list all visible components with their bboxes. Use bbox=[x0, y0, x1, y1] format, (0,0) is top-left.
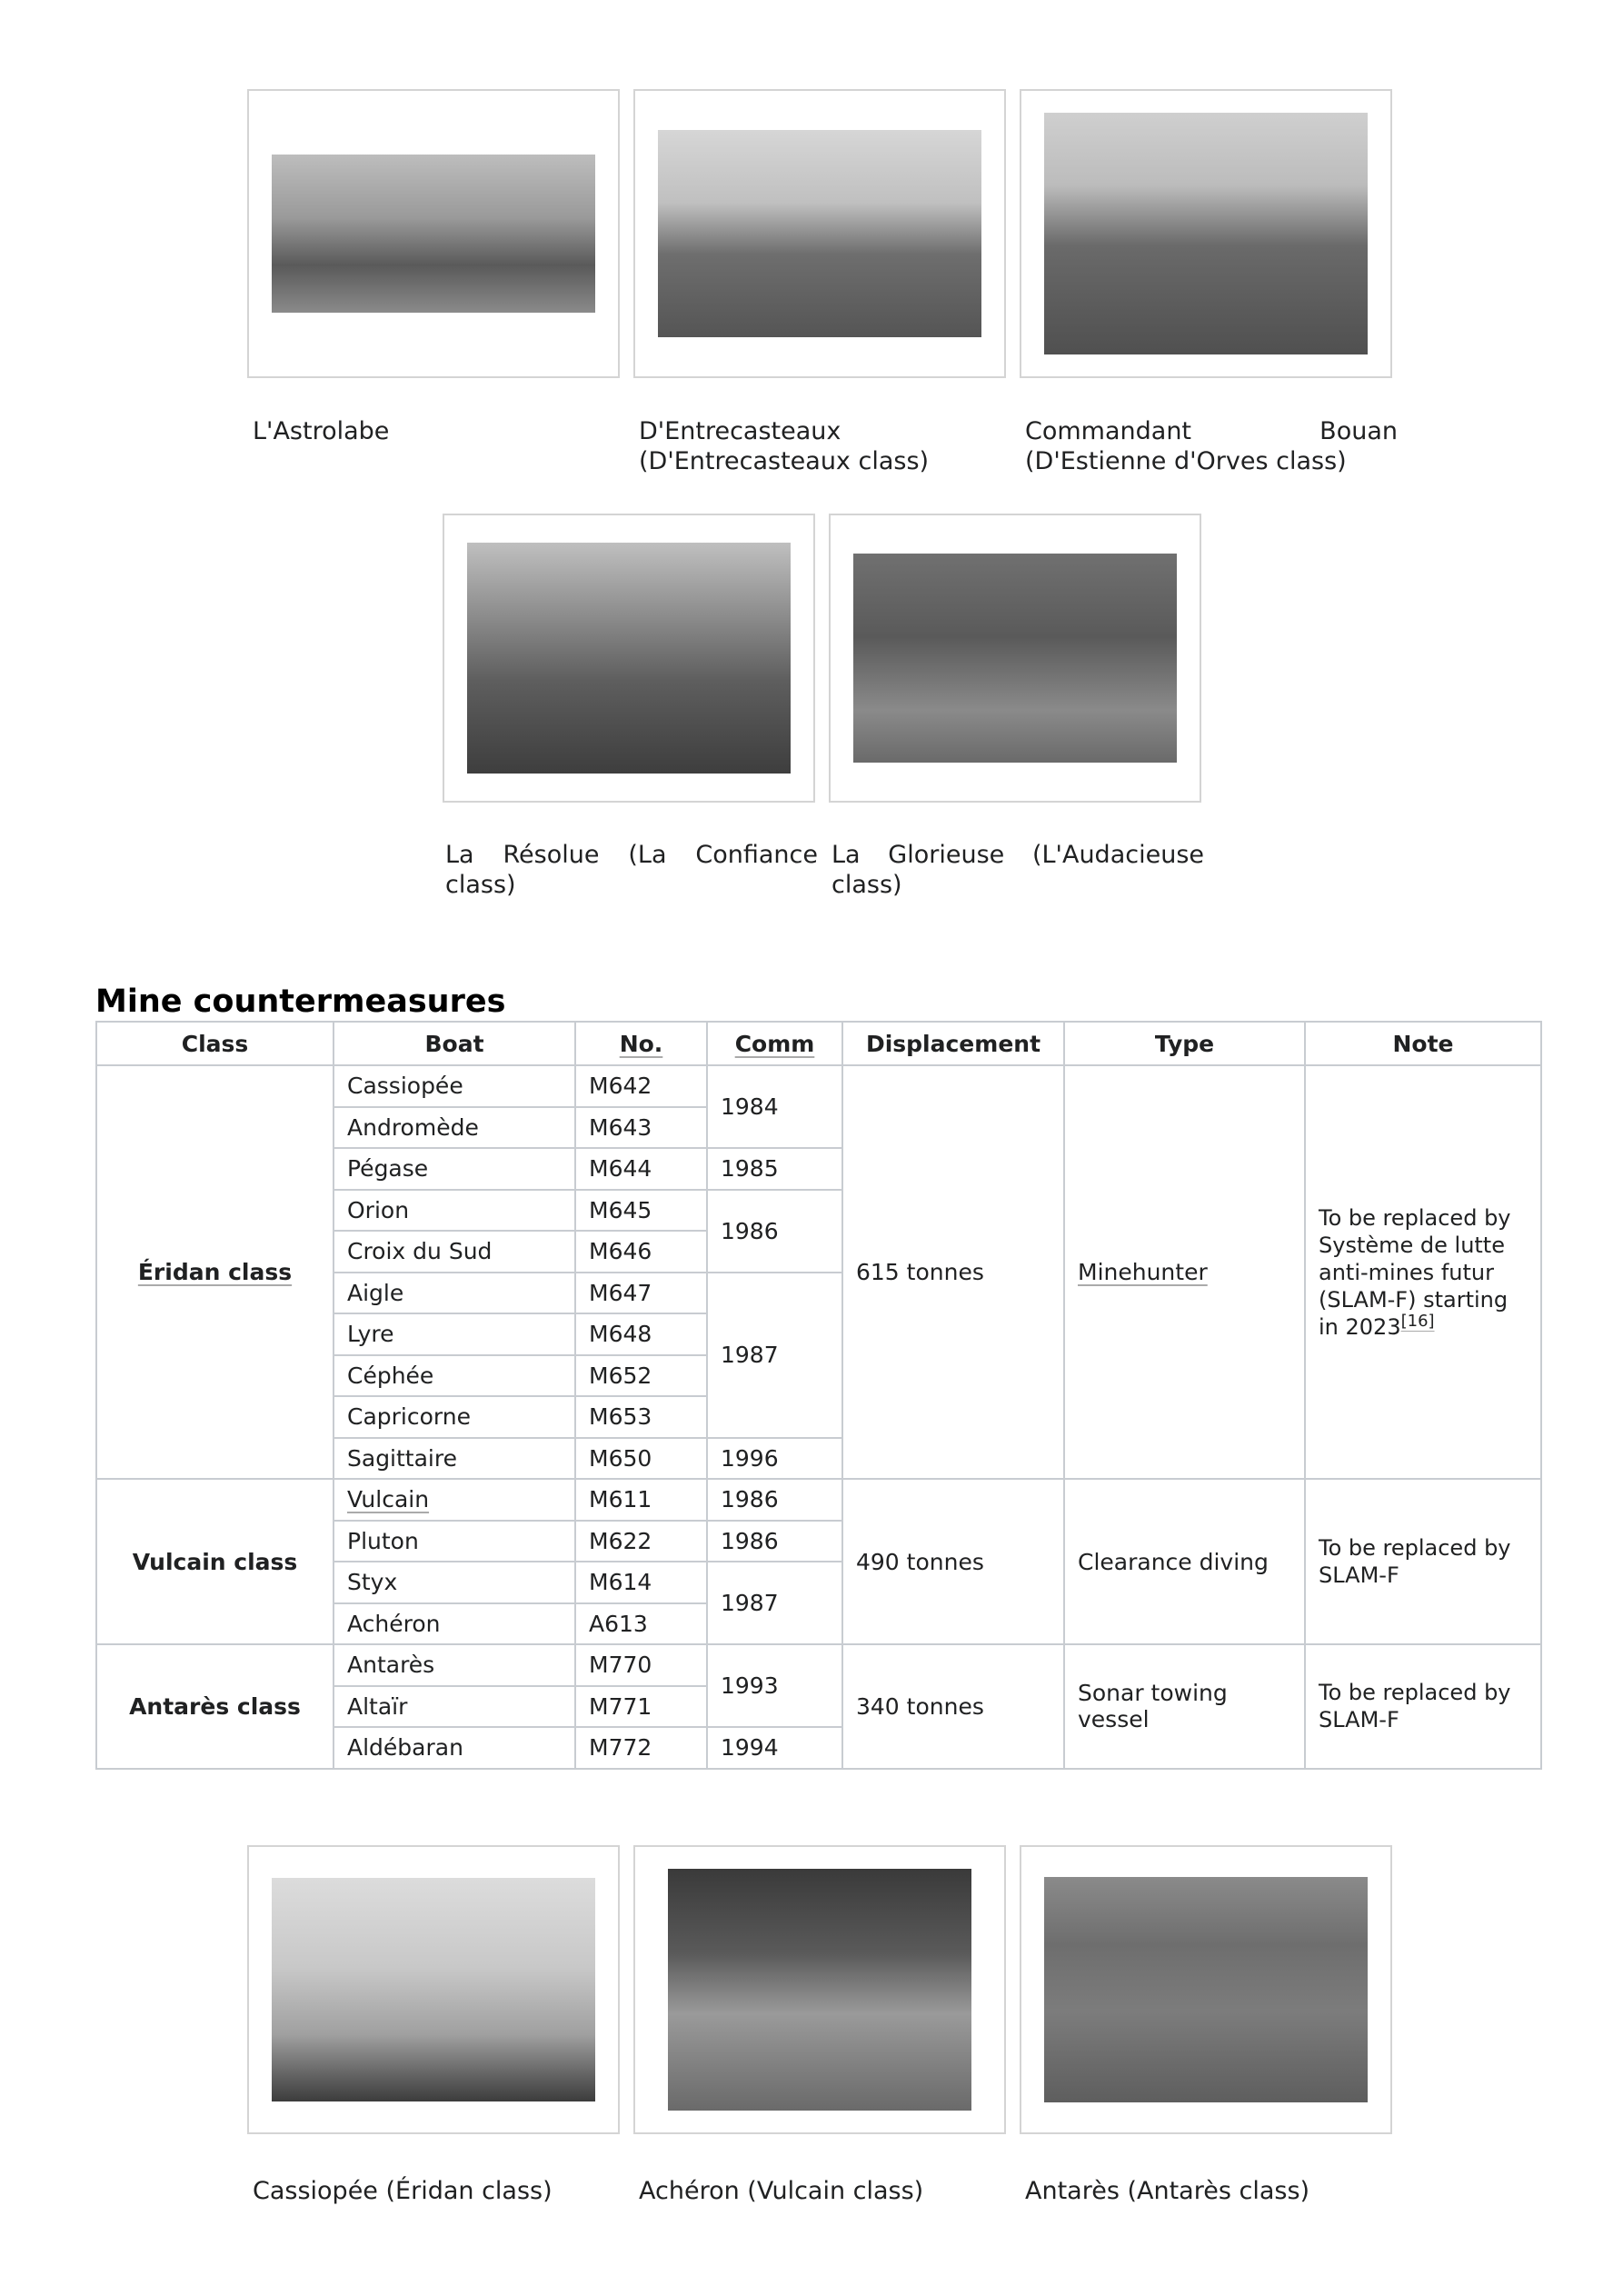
number-cell: M611 bbox=[575, 1479, 707, 1521]
type-cell: Sonar towing vessel bbox=[1064, 1644, 1305, 1769]
comm-cell: 1985 bbox=[707, 1148, 842, 1190]
boat-cell: Céphée bbox=[334, 1355, 575, 1397]
gallery-thumb[interactable] bbox=[633, 1845, 1006, 2134]
number-cell: M772 bbox=[575, 1727, 707, 1769]
number-cell: A613 bbox=[575, 1603, 707, 1645]
boat-cell: Lyre bbox=[334, 1313, 575, 1355]
antares-photo bbox=[1044, 1877, 1368, 2102]
table-row bbox=[96, 1644, 1541, 1686]
comm-cell: 1996 bbox=[707, 1438, 842, 1480]
boat-cell: Aigle bbox=[334, 1273, 575, 1314]
table-header-row bbox=[96, 1022, 1541, 1065]
mine-countermeasures-table bbox=[95, 1021, 1542, 1770]
boat-cell: Sagittaire bbox=[334, 1438, 575, 1480]
boat-cell: Orion bbox=[334, 1190, 575, 1232]
boat-cell: Achéron bbox=[334, 1603, 575, 1645]
la-resolue-photo bbox=[467, 543, 791, 774]
comm-cell: 1993 bbox=[707, 1644, 842, 1727]
gallery-thumb[interactable] bbox=[443, 514, 815, 803]
number-cell: M770 bbox=[575, 1644, 707, 1686]
number-cell: M653 bbox=[575, 1396, 707, 1438]
number-cell: M650 bbox=[575, 1438, 707, 1480]
number-cell: M643 bbox=[575, 1107, 707, 1149]
gallery-thumb[interactable] bbox=[633, 89, 1006, 378]
type-cell: Clearance diving bbox=[1064, 1479, 1305, 1644]
number-cell: M642 bbox=[575, 1065, 707, 1107]
note-cell: To be replaced by SLAM-F bbox=[1305, 1644, 1541, 1769]
header-comm[interactable]: Comm bbox=[707, 1022, 842, 1065]
section-title: Mine countermeasures bbox=[95, 983, 506, 1020]
citation-link[interactable]: [16] bbox=[1400, 1311, 1435, 1331]
boat-cell: Styx bbox=[334, 1562, 575, 1603]
boat-cell: Andromède bbox=[334, 1107, 575, 1149]
boat-cell: Altaïr bbox=[334, 1686, 575, 1728]
displacement-cell: 340 tonnes bbox=[842, 1644, 1064, 1769]
table-row bbox=[96, 1065, 1541, 1107]
l-astrolabe-photo bbox=[272, 155, 595, 313]
commandant-bouan-photo bbox=[1044, 113, 1368, 354]
boat-cell[interactable]: Vulcain bbox=[334, 1479, 575, 1521]
header-note: Note bbox=[1305, 1022, 1541, 1065]
header-no[interactable]: No. bbox=[575, 1022, 707, 1065]
gallery-thumb[interactable] bbox=[247, 89, 620, 378]
note-cell: To be replaced by Système de lutte anti-mines futur (SLAM-F) starting in 2023[16] bbox=[1305, 1065, 1541, 1479]
cassiopee-photo bbox=[272, 1878, 595, 2101]
boat-cell: Antarès bbox=[334, 1644, 575, 1686]
boat-cell: Capricorne bbox=[334, 1396, 575, 1438]
note-cell: To be replaced by SLAM-F bbox=[1305, 1479, 1541, 1644]
number-cell: M648 bbox=[575, 1313, 707, 1355]
gallery-caption: Antarès (Antarès class) bbox=[1025, 2177, 1310, 2205]
number-cell: M771 bbox=[575, 1686, 707, 1728]
displacement-cell: 490 tonnes bbox=[842, 1479, 1064, 1644]
comm-cell: 1994 bbox=[707, 1727, 842, 1769]
gallery-thumb[interactable] bbox=[1020, 1845, 1392, 2134]
class-cell: Vulcain class bbox=[96, 1479, 334, 1644]
gallery-caption: D'Entrecasteaux (D'Entrecasteaux class) bbox=[639, 417, 930, 475]
table-row bbox=[96, 1479, 1541, 1521]
number-cell: M645 bbox=[575, 1190, 707, 1232]
comm-cell: 1986 bbox=[707, 1479, 842, 1521]
number-cell: M652 bbox=[575, 1355, 707, 1397]
acheron-photo bbox=[668, 1869, 971, 2111]
gallery-caption: Achéron (Vulcain class) bbox=[639, 2177, 924, 2205]
boat-cell: Cassiopée bbox=[334, 1065, 575, 1107]
header-type: Type bbox=[1064, 1022, 1305, 1065]
header-class: Class bbox=[96, 1022, 334, 1065]
gallery-caption: Commandant Bouan (D'Estienne d'Orves class) bbox=[1025, 417, 1398, 475]
comm-cell: 1984 bbox=[707, 1065, 842, 1148]
number-cell: M622 bbox=[575, 1521, 707, 1562]
boat-cell: Croix du Sud bbox=[334, 1231, 575, 1273]
gallery-caption: La Résolue (La Confiance class) bbox=[445, 841, 818, 899]
gallery-thumb[interactable] bbox=[1020, 89, 1392, 378]
gallery-thumb[interactable] bbox=[247, 1845, 620, 2134]
number-cell: M644 bbox=[575, 1148, 707, 1190]
number-cell: M614 bbox=[575, 1562, 707, 1603]
boat-cell: Aldébaran bbox=[334, 1727, 575, 1769]
boat-cell: Pluton bbox=[334, 1521, 575, 1562]
comm-cell: 1986 bbox=[707, 1521, 842, 1562]
type-cell[interactable]: Minehunter bbox=[1064, 1065, 1305, 1479]
gallery-caption: La Glorieuse (L'Audacieuse class) bbox=[831, 841, 1204, 899]
header-boat: Boat bbox=[334, 1022, 575, 1065]
comm-cell: 1986 bbox=[707, 1190, 842, 1273]
displacement-cell: 615 tonnes bbox=[842, 1065, 1064, 1479]
d-entrecasteaux-photo bbox=[658, 130, 981, 337]
comm-cell: 1987 bbox=[707, 1273, 842, 1438]
header-displacement: Displacement bbox=[842, 1022, 1064, 1065]
comm-cell: 1987 bbox=[707, 1562, 842, 1644]
class-cell: Antarès class bbox=[96, 1644, 334, 1769]
gallery-caption: Cassiopée (Éridan class) bbox=[253, 2177, 553, 2205]
gallery-caption: L'Astrolabe bbox=[253, 417, 390, 445]
la-glorieuse-photo bbox=[853, 554, 1177, 763]
gallery-thumb[interactable] bbox=[829, 514, 1201, 803]
number-cell: M647 bbox=[575, 1273, 707, 1314]
number-cell: M646 bbox=[575, 1231, 707, 1273]
class-cell[interactable]: Éridan class bbox=[96, 1065, 334, 1479]
boat-cell: Pégase bbox=[334, 1148, 575, 1190]
